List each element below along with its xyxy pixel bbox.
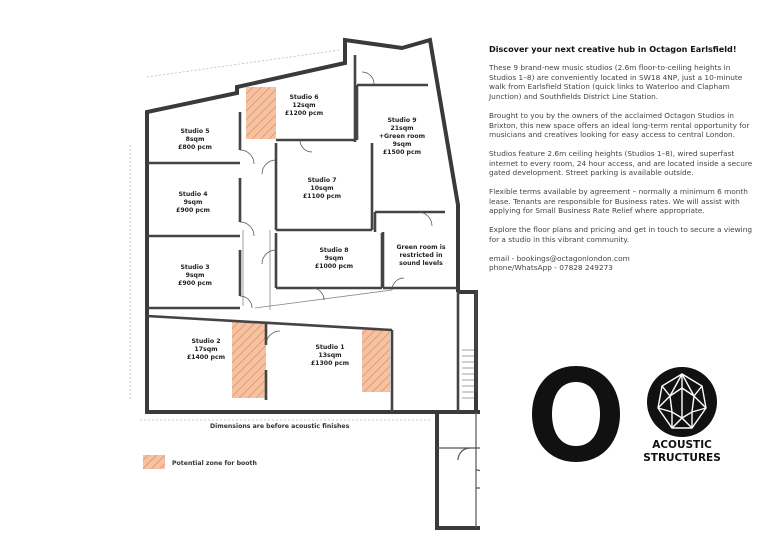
studio-1-price: £1300 pcm	[310, 360, 350, 367]
booth-zone-studio-6	[246, 87, 276, 139]
studio-5-size: 8sqm	[185, 136, 205, 143]
brand-line-2: STRUCTURES	[643, 452, 721, 464]
studio-5-price: £800 pcm	[178, 144, 212, 151]
booth-zone-studio-1	[362, 330, 390, 392]
info-paragraph-4: Flexible terms available by agreement – normally a minimum 6 month lease. Tenants are responsible for Business rates. We will assist with applying for Small Business Rate Relief where appropriate.	[489, 187, 748, 216]
green-room-note-1: Green room is	[396, 244, 446, 251]
studio-7-size: 10sqm	[310, 185, 334, 192]
right-stair-wall	[458, 292, 476, 412]
studio-4-size: 9sqm	[183, 199, 203, 206]
studio-9-price: £1500 pcm	[382, 149, 422, 156]
studio-8-name: Studio 8	[319, 247, 349, 254]
studio-4-name: Studio 4	[178, 191, 208, 198]
info-paragraph-5: Explore the floor plans and pricing and get in touch to secure a viewing for a studio in this vibrant community.	[489, 225, 753, 244]
lower-annex-wall	[437, 412, 480, 528]
studio-3-price: £900 pcm	[178, 280, 212, 287]
studio-6-price: £1200 pcm	[284, 110, 324, 117]
acoustic-structures-logo	[643, 367, 721, 464]
studio-1-name: Studio 1	[315, 344, 345, 351]
logos	[530, 362, 750, 472]
green-room-note-3: sound levels	[399, 260, 443, 267]
studio-1-size: 13sqm	[318, 352, 342, 359]
studio-9-size2: 9sqm	[392, 141, 412, 148]
studio-2-price: £1400 pcm	[186, 354, 226, 361]
studio-9-extra: +Green room	[378, 133, 426, 140]
studio-6-size: 12sqm	[292, 102, 316, 109]
studio-3-size: 9sqm	[185, 272, 205, 279]
studio-6-name: Studio 6	[289, 94, 319, 101]
dimensions-note: Dimensions are before acoustic finishes	[210, 423, 350, 430]
contact-email: email - bookings@octagonlondon.com	[489, 253, 630, 263]
legend-swatch	[143, 455, 165, 469]
studio-4-price: £900 pcm	[176, 207, 210, 214]
studio-9-name: Studio 9	[387, 117, 417, 124]
studio-8-price: £1000 pcm	[314, 263, 354, 270]
studio-8-size: 9sqm	[324, 255, 344, 262]
studio-7-price: £1100 pcm	[302, 193, 342, 200]
info-paragraph-2: Brought to you by the owners of the acclaimed Octagon Studios in Brixton, this new space offers an ideal long-term rental opportunity for musicians and creatives looking for easy access to central London.	[489, 110, 750, 140]
booth-zone-studio-2	[232, 322, 266, 398]
green-room-note-2: restricted in	[399, 252, 443, 259]
studio-9-size: 21sqm	[390, 125, 414, 132]
studio-2-size: 17sqm	[194, 346, 218, 353]
info-heading: Discover your next creative hub in Octagon Earlsfield!	[489, 44, 737, 54]
studio-7-name: Studio 7	[307, 177, 337, 184]
info-paragraph-3: Studios feature 2.6m ceiling heights (Studios 1–8), wired superfast internet to every room, 24 hour access, and are located inside a secure gated development. Street parking is available outside.	[489, 148, 753, 178]
info-panel	[489, 44, 757, 273]
legend-label: Potential zone for booth	[172, 460, 257, 467]
info-paragraph-1: These 9 brand-new music studios (2.6m floor-to-ceiling heights in Studios 1–8) are conveniently located in SW18 4NP, just a 10-minute walk from Earlsfield Station (quick links to Waterloo and Clapham Junction) and Southfields District Line Station.	[489, 63, 743, 102]
studio-2-name: Studio 2	[191, 338, 221, 345]
contact-phone: phone/WhatsApp - 07828 249273	[489, 263, 613, 273]
brand-line-1: ACOUSTIC	[652, 439, 712, 451]
studio-3-name: Studio 3	[180, 264, 210, 271]
octagon-logo	[532, 366, 620, 462]
studio-5-name: Studio 5	[180, 128, 210, 135]
